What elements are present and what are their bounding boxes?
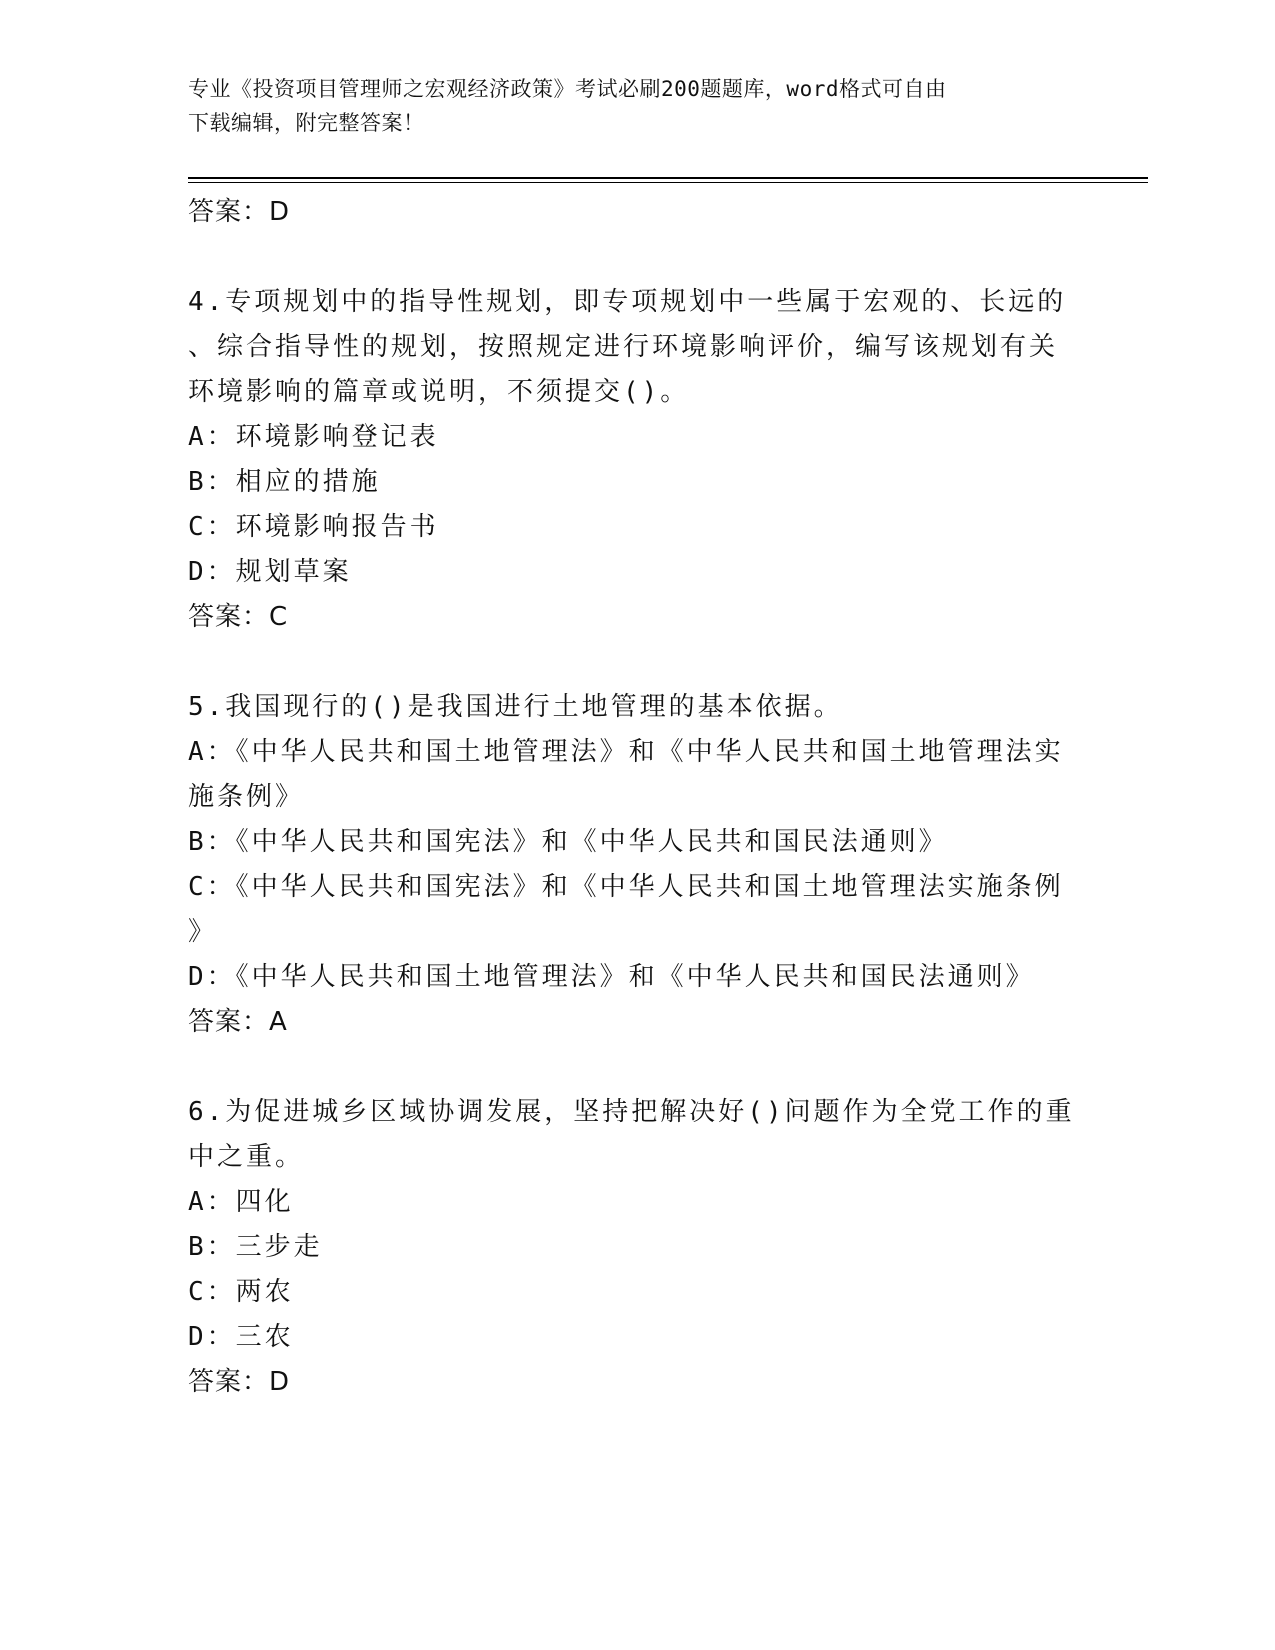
option-a: A：《中华人民共和国土地管理法》和《中华人民共和国土地管理法实 bbox=[188, 737, 1064, 767]
question-block bbox=[188, 280, 1068, 640]
option-c: C：《中华人民共和国宪法》和《中华人民共和国土地管理法实施条例 bbox=[188, 872, 1064, 902]
option-d: D：规划草案 bbox=[188, 557, 352, 587]
option-b: B：三步走 bbox=[188, 1232, 323, 1262]
option-a: A：环境影响登记表 bbox=[188, 422, 439, 452]
page-header bbox=[188, 72, 1068, 140]
question-text: 4.专项规划中的指导性规划，即专项规划中一些属于宏观的、长远的 bbox=[188, 287, 1067, 317]
question-text: 中之重。 bbox=[188, 1142, 305, 1172]
header-rule bbox=[188, 177, 1148, 179]
option-c-continuation: 》 bbox=[188, 917, 218, 947]
answer-line: 答案：A bbox=[188, 1007, 288, 1037]
question-list bbox=[188, 190, 1075, 1405]
option-c: C：两农 bbox=[188, 1277, 294, 1307]
option-a: A：四化 bbox=[188, 1187, 294, 1217]
question-text: 6.为促进城乡区域协调发展，坚持把解决好()问题作为全党工作的重 bbox=[188, 1097, 1075, 1127]
question-block bbox=[188, 685, 1068, 1045]
option-c: C：环境影响报告书 bbox=[188, 512, 439, 542]
header-rule-thin bbox=[188, 182, 1148, 183]
answer-line: 答案：D bbox=[188, 1367, 291, 1397]
header-line-1: 专业《投资项目管理师之宏观经济政策》考试必刷200题题库，word格式可自由 bbox=[188, 77, 947, 101]
answer-line: 答案：D bbox=[188, 197, 291, 227]
question-text: 、综合指导性的规划，按照规定进行环境影响评价，编写该规划有关 bbox=[188, 332, 1059, 362]
question-block bbox=[188, 1090, 1075, 1405]
option-b: B：相应的措施 bbox=[188, 467, 381, 497]
option-d: D：《中华人民共和国土地管理法》和《中华人民共和国民法通则》 bbox=[188, 962, 1035, 992]
question-text: 5.我国现行的()是我国进行土地管理的基本依据。 bbox=[188, 692, 843, 722]
header-line-2: 下载编辑，附完整答案！ bbox=[188, 111, 425, 135]
option-a-continuation: 施条例》 bbox=[188, 782, 305, 812]
option-d: D：三农 bbox=[188, 1322, 294, 1352]
answer-line: 答案：C bbox=[188, 602, 289, 632]
question-text: 环境影响的篇章或说明，不须提交()。 bbox=[188, 377, 690, 407]
option-b: B：《中华人民共和国宪法》和《中华人民共和国民法通则》 bbox=[188, 827, 948, 857]
